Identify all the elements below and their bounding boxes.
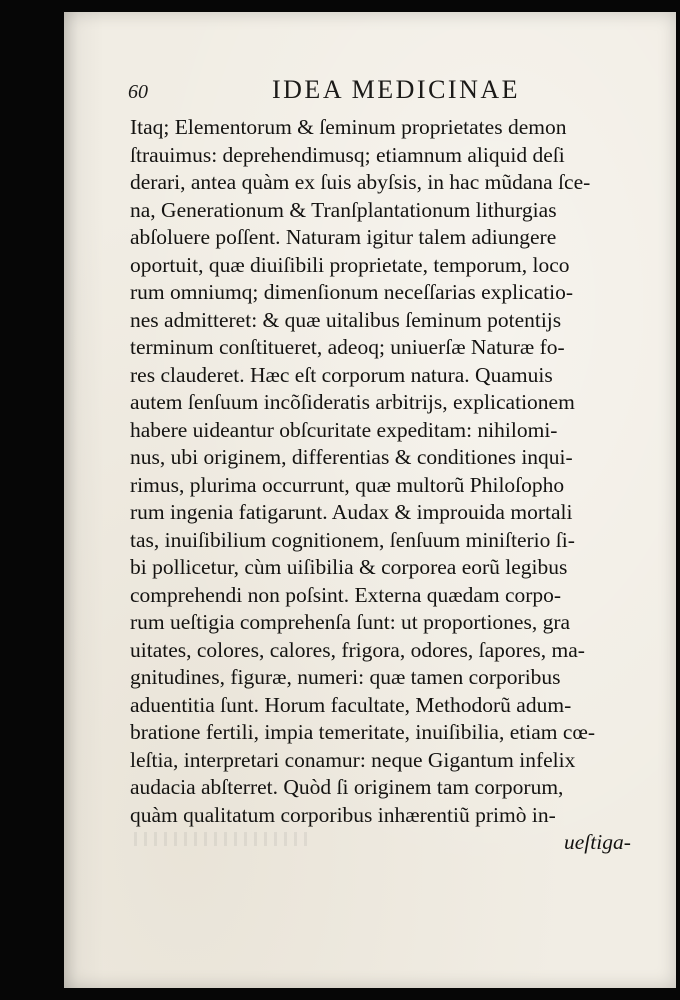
text-line: na, Generationum & Tranſplantationum lithurgias [130, 197, 557, 222]
text-line: audacia abſterret. Quòd ſi originem tam corporum, [130, 775, 564, 799]
running-title: IDEA MEDICINAE [272, 75, 521, 104]
text-line: leſtia, interpretari conamur: neque Gigantum infelix [130, 747, 576, 772]
text-line: derari, antea quàm ex ſuis abyſsis, in hac mũdana ſce- [130, 170, 591, 194]
text-line: oportuit, quæ diuiſibili proprietate, temporum, loco [130, 252, 570, 277]
text-line: autem ſenſuum incõſideratis arbitrijs, explicationem [130, 390, 575, 414]
body-text [130, 114, 658, 829]
text-line: habere uideantur obſcuritate expeditam: nihilomi- [130, 417, 558, 442]
text-line: Itaq; Elementorum & ſeminum proprietates demon [130, 115, 567, 139]
text-line: gnitudines, figuræ, numeri: quæ tamen corporibus [130, 665, 561, 689]
text-line: ſtrauimus: deprehendimusq; etiamnum aliquid deſi [130, 142, 565, 167]
text-line: res clauderet. Hæc eſt corporum natura. Quamuis [130, 362, 553, 387]
faint-bleedthrough [134, 832, 314, 846]
text-line: uitates, colores, calores, frigora, odores, ſapores, ma- [130, 637, 585, 662]
book-page [64, 12, 676, 988]
text-line: tas, inuiſibilium cognitionem, ſenſuum miniſterio ſi- [130, 527, 575, 552]
text-line: rum omniumq; dimenſionum neceſſarias explicatio- [130, 280, 574, 304]
page-number: 60 [128, 81, 148, 103]
text-line: rum ingenia fatigarunt. Audax & improuida mortali [130, 500, 573, 524]
text-line: aduentitia ſunt. Horum facultate, Methodorũ adum- [130, 692, 572, 717]
text-line: comprehendi non poſsint. Externa quædam corpo- [130, 582, 562, 607]
text-line: terminum conſtitueret, adeoq; uniuerſæ Naturæ fo- [130, 335, 565, 359]
text-line: nes admitteret: & quæ uitalibus ſeminum potentijs [130, 307, 562, 332]
page-header [64, 75, 676, 109]
text-line: quàm qualitatum corporibus inhærentiũ primò in- [130, 802, 556, 827]
text-line: bratione fertili, impia temeritate, inuiſibilia, etiam cœ- [130, 720, 596, 744]
text-line: bi pollicetur, cùm uiſibilia & corporea eorũ legibus [130, 555, 568, 579]
catchword: ueſtiga- [564, 830, 631, 854]
text-line: rimus, plurima occurrunt, quæ multorũ Philoſopho [130, 472, 565, 497]
text-line: abſoluere poſſent. Naturam igitur talem adiungere [130, 225, 557, 249]
text-line: nus, ubi originem, differentias & conditiones inqui- [130, 445, 573, 469]
text-line: rum ueſtigia comprehenſa ſunt: ut proportiones, gra [130, 610, 571, 634]
